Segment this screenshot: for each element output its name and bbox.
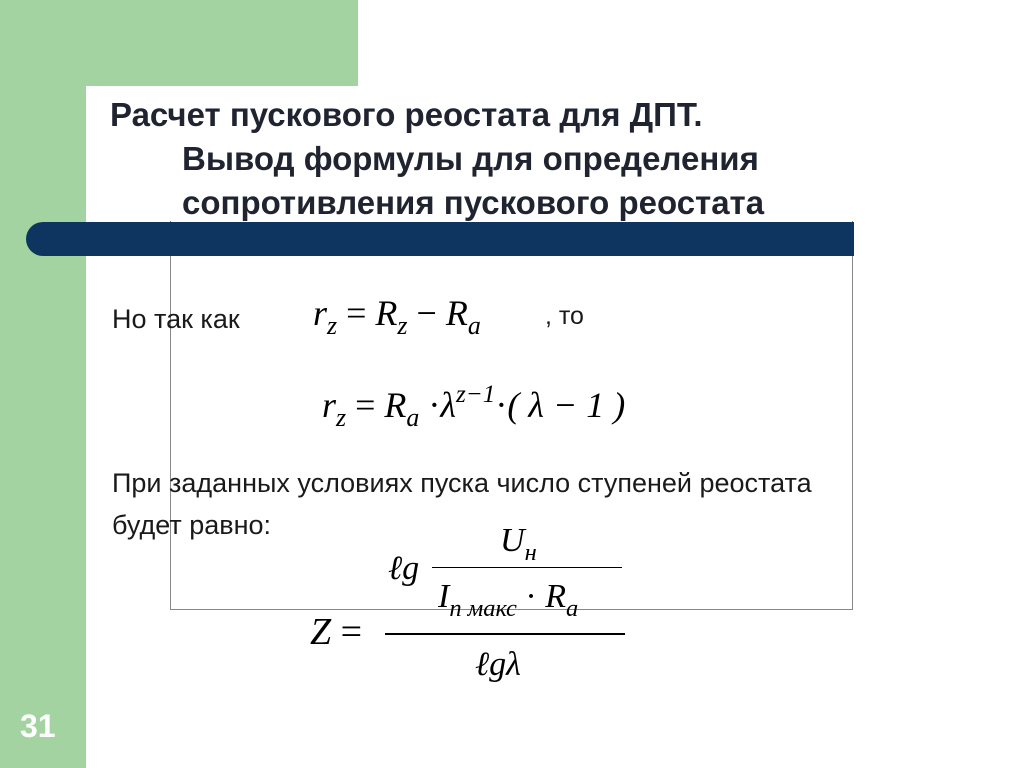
slide-title-line-1: Расчет пускового реостата для ДПТ. bbox=[110, 96, 703, 133]
f1-eq: = bbox=[346, 293, 367, 333]
f3-numerator-lg: ℓg bbox=[388, 550, 420, 587]
formula-rz-lambda bbox=[322, 380, 626, 433]
f3-dot: · bbox=[525, 578, 537, 615]
f3-I-sub: п макс bbox=[449, 594, 517, 622]
f2-dot2: · bbox=[495, 385, 508, 425]
f2-R: R bbox=[384, 385, 407, 425]
slide-number: 31 bbox=[20, 708, 56, 744]
conditions-line-1: При заданных условиях пуска число ступеней реостата bbox=[112, 468, 812, 498]
f2-lhs-sub: z bbox=[336, 403, 347, 433]
f1-rhs2: R bbox=[445, 293, 468, 333]
f3-I-group bbox=[438, 578, 579, 622]
f1-rhs1-sub: z bbox=[397, 311, 408, 341]
intro-text: Но так как bbox=[112, 304, 240, 334]
slide-title-line-2: Вывод формулы для определения bbox=[182, 140, 759, 177]
f3-lhs-group bbox=[310, 610, 362, 654]
f3-lhs: Z bbox=[310, 611, 332, 653]
f3-R: R bbox=[545, 578, 567, 615]
formula-rz-difference bbox=[313, 292, 481, 341]
f3-inner-fraction-line bbox=[432, 567, 622, 568]
f3-eq: = bbox=[340, 611, 363, 653]
f2-lhs: r bbox=[322, 385, 337, 425]
title-underline-bar bbox=[26, 222, 854, 256]
f3-I: I bbox=[438, 578, 450, 615]
f2-R-sub: a bbox=[406, 403, 420, 433]
slide-title-line-3: сопротивления пускового реостата bbox=[182, 184, 765, 221]
f3-U-group bbox=[500, 522, 537, 566]
f1-minus: − bbox=[416, 293, 437, 333]
f2-paren: ( λ − 1 ) bbox=[507, 385, 626, 425]
left-green-band bbox=[0, 0, 86, 768]
f3-R-sub: a bbox=[566, 594, 579, 622]
f3-main-fraction-line bbox=[385, 633, 625, 635]
f3-denominator: ℓgλ bbox=[475, 646, 521, 683]
f1-rhs2-sub: a bbox=[467, 311, 481, 341]
top-green-band bbox=[86, 0, 358, 86]
f2-lambda: λ bbox=[440, 385, 456, 425]
f1-lhs: r bbox=[313, 293, 328, 333]
f3-U: U bbox=[500, 522, 525, 559]
f1-lhs-sub: z bbox=[327, 311, 338, 341]
f2-exp: z−1 bbox=[455, 380, 496, 408]
f1-rhs1: R bbox=[375, 293, 398, 333]
f3-U-sub: н bbox=[524, 538, 537, 566]
f2-dot1: · bbox=[428, 385, 441, 425]
conditions-line-2: будет равно: bbox=[112, 510, 272, 540]
f2-eq: = bbox=[355, 385, 376, 425]
then-text: , то bbox=[545, 302, 584, 330]
